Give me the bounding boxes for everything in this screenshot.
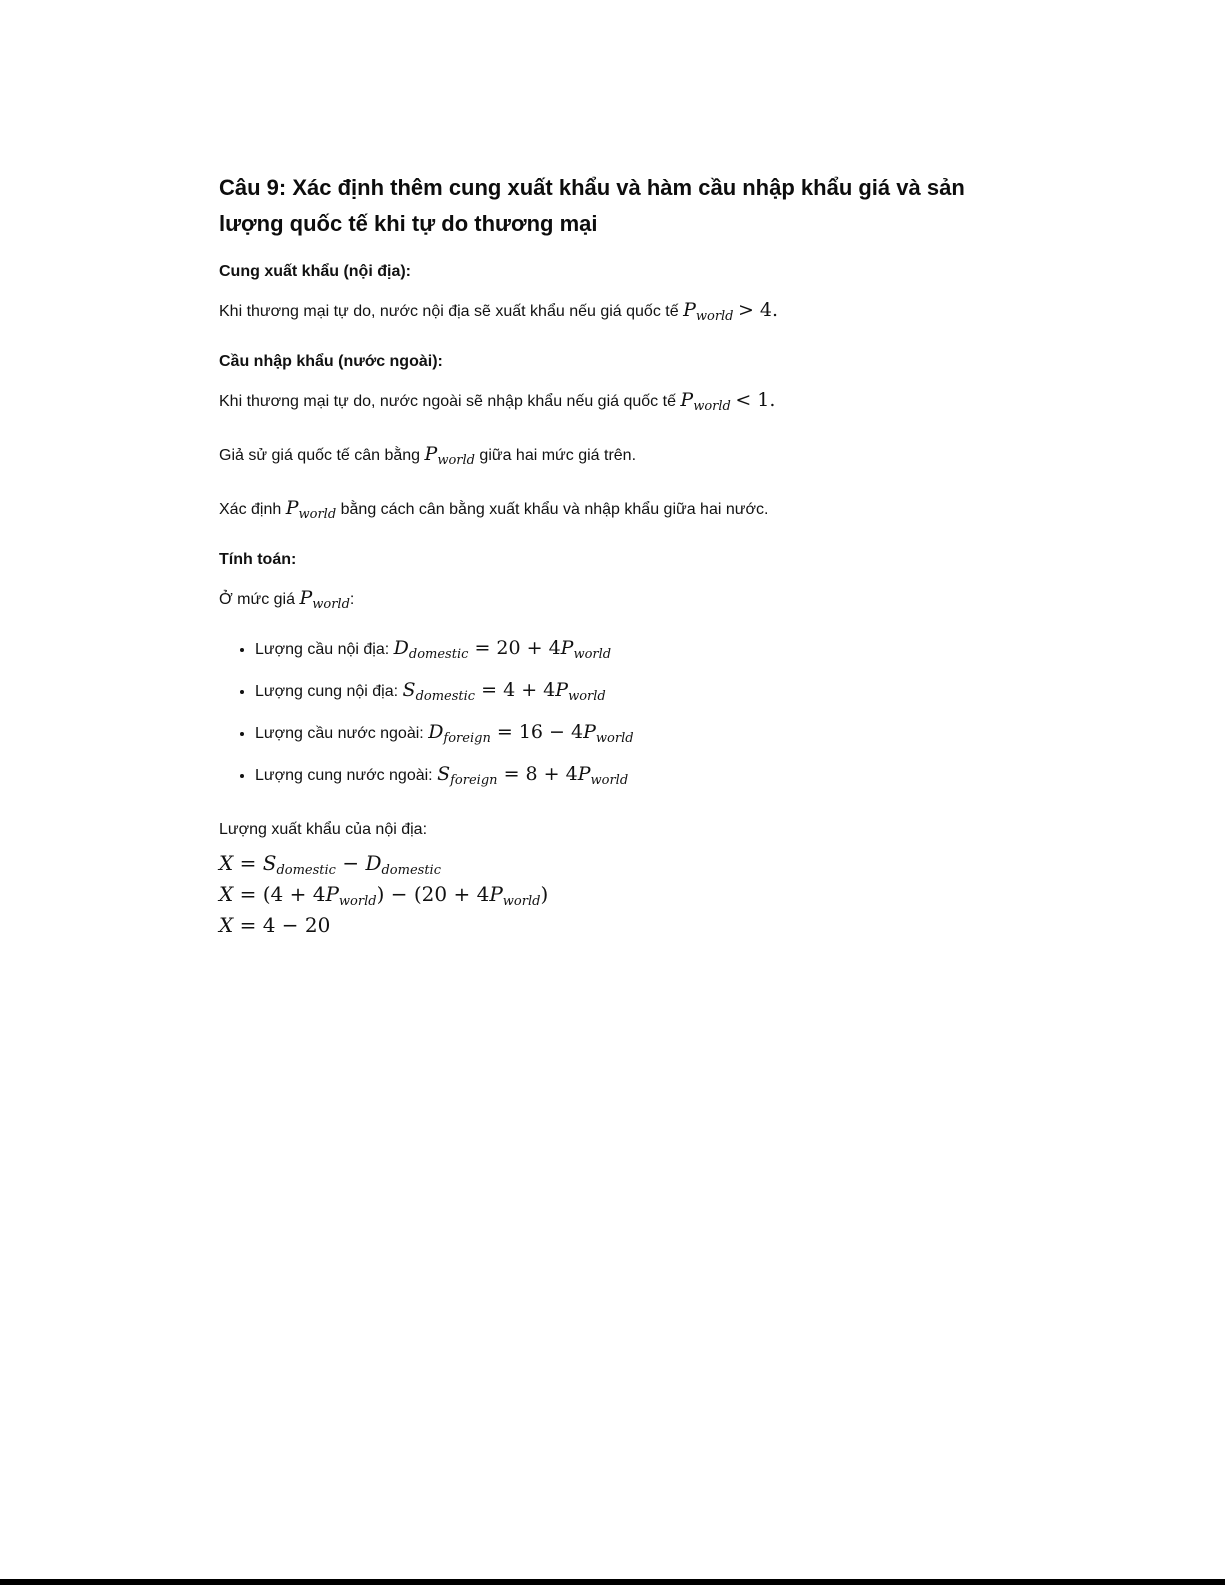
calc-heading: Tính toán: [219, 551, 297, 568]
determine-post: bằng cách cân bằng xuất khẩu và nhập khẩu giữa hai nước. [340, 501, 769, 518]
export-paragraph [219, 296, 1019, 326]
equation-1: $X = S_{domestic} - D_{domestic}$ [219, 851, 441, 878]
equation-2: $X = (4 + 4P_{world}) - (20 + 4P_{world})$ [219, 882, 549, 909]
import-heading: Cầu nhập khẩu (nước ngoài): [219, 353, 443, 370]
assume-pre: Giả sử giá quốc tế cân bằng [219, 447, 421, 464]
list-item: • Lượng cung nội địa: $S_{domestic} = 4 + 4P_{world}$ [255, 670, 1019, 712]
determine-paragraph [219, 494, 1019, 524]
export-label: Lượng xuất khẩu của nội địa: [219, 821, 428, 838]
export-heading: Cung xuất khẩu (nội địa): [219, 263, 411, 280]
equation-3: X = 4 − 20 [219, 913, 331, 937]
assume-paragraph [219, 440, 1019, 470]
import-condition: < 1. [735, 389, 776, 411]
page-bottom-border [0, 1579, 1225, 1585]
determine-pre: Xác định [219, 501, 282, 518]
at-price-text: Ở mức giá [219, 591, 295, 608]
document-body [219, 170, 1019, 941]
list-item: • Lượng cung nước ngoài: $S_{foreign} = 8 + 4P_{world}$ [255, 754, 1019, 796]
export-text: Khi thương mại tự do, nước nội địa sẽ xuất khẩu nếu giá quốc tế [219, 303, 679, 320]
math-p-world: $P_{world}$ [680, 389, 731, 414]
import-text: Khi thương mại tự do, nước ngoài sẽ nhập khẩu nếu giá quốc tế [219, 393, 676, 410]
math-p-world: $P_{world}$ [424, 443, 475, 468]
import-paragraph [219, 386, 1019, 416]
at-price-paragraph: Ở mức giá $P_{world}$: [219, 587, 355, 612]
list-item: • Lượng cầu nước ngoài: $D_{foreign} = 16 - 4P_{world}$ [255, 712, 1019, 754]
assume-post: giữa hai mức giá trên. [479, 447, 637, 464]
page-title: Câu 9: Xác định thêm cung xuất khẩu và hàm cầu nhập khẩu giá và sản lượng quốc tế khi tự do thương mại [219, 175, 965, 236]
export-condition: > 4. [737, 299, 779, 321]
quantity-list [219, 628, 1019, 796]
math-p-world: $P_{world}$ [683, 299, 734, 324]
list-item: • Lượng cầu nội địa: $D_{domestic} = 20 + 4P_{world}$ [255, 628, 1019, 670]
math-p-world: $P_{world}$ [299, 587, 350, 612]
math-p-world: $P_{world}$ [285, 497, 337, 522]
